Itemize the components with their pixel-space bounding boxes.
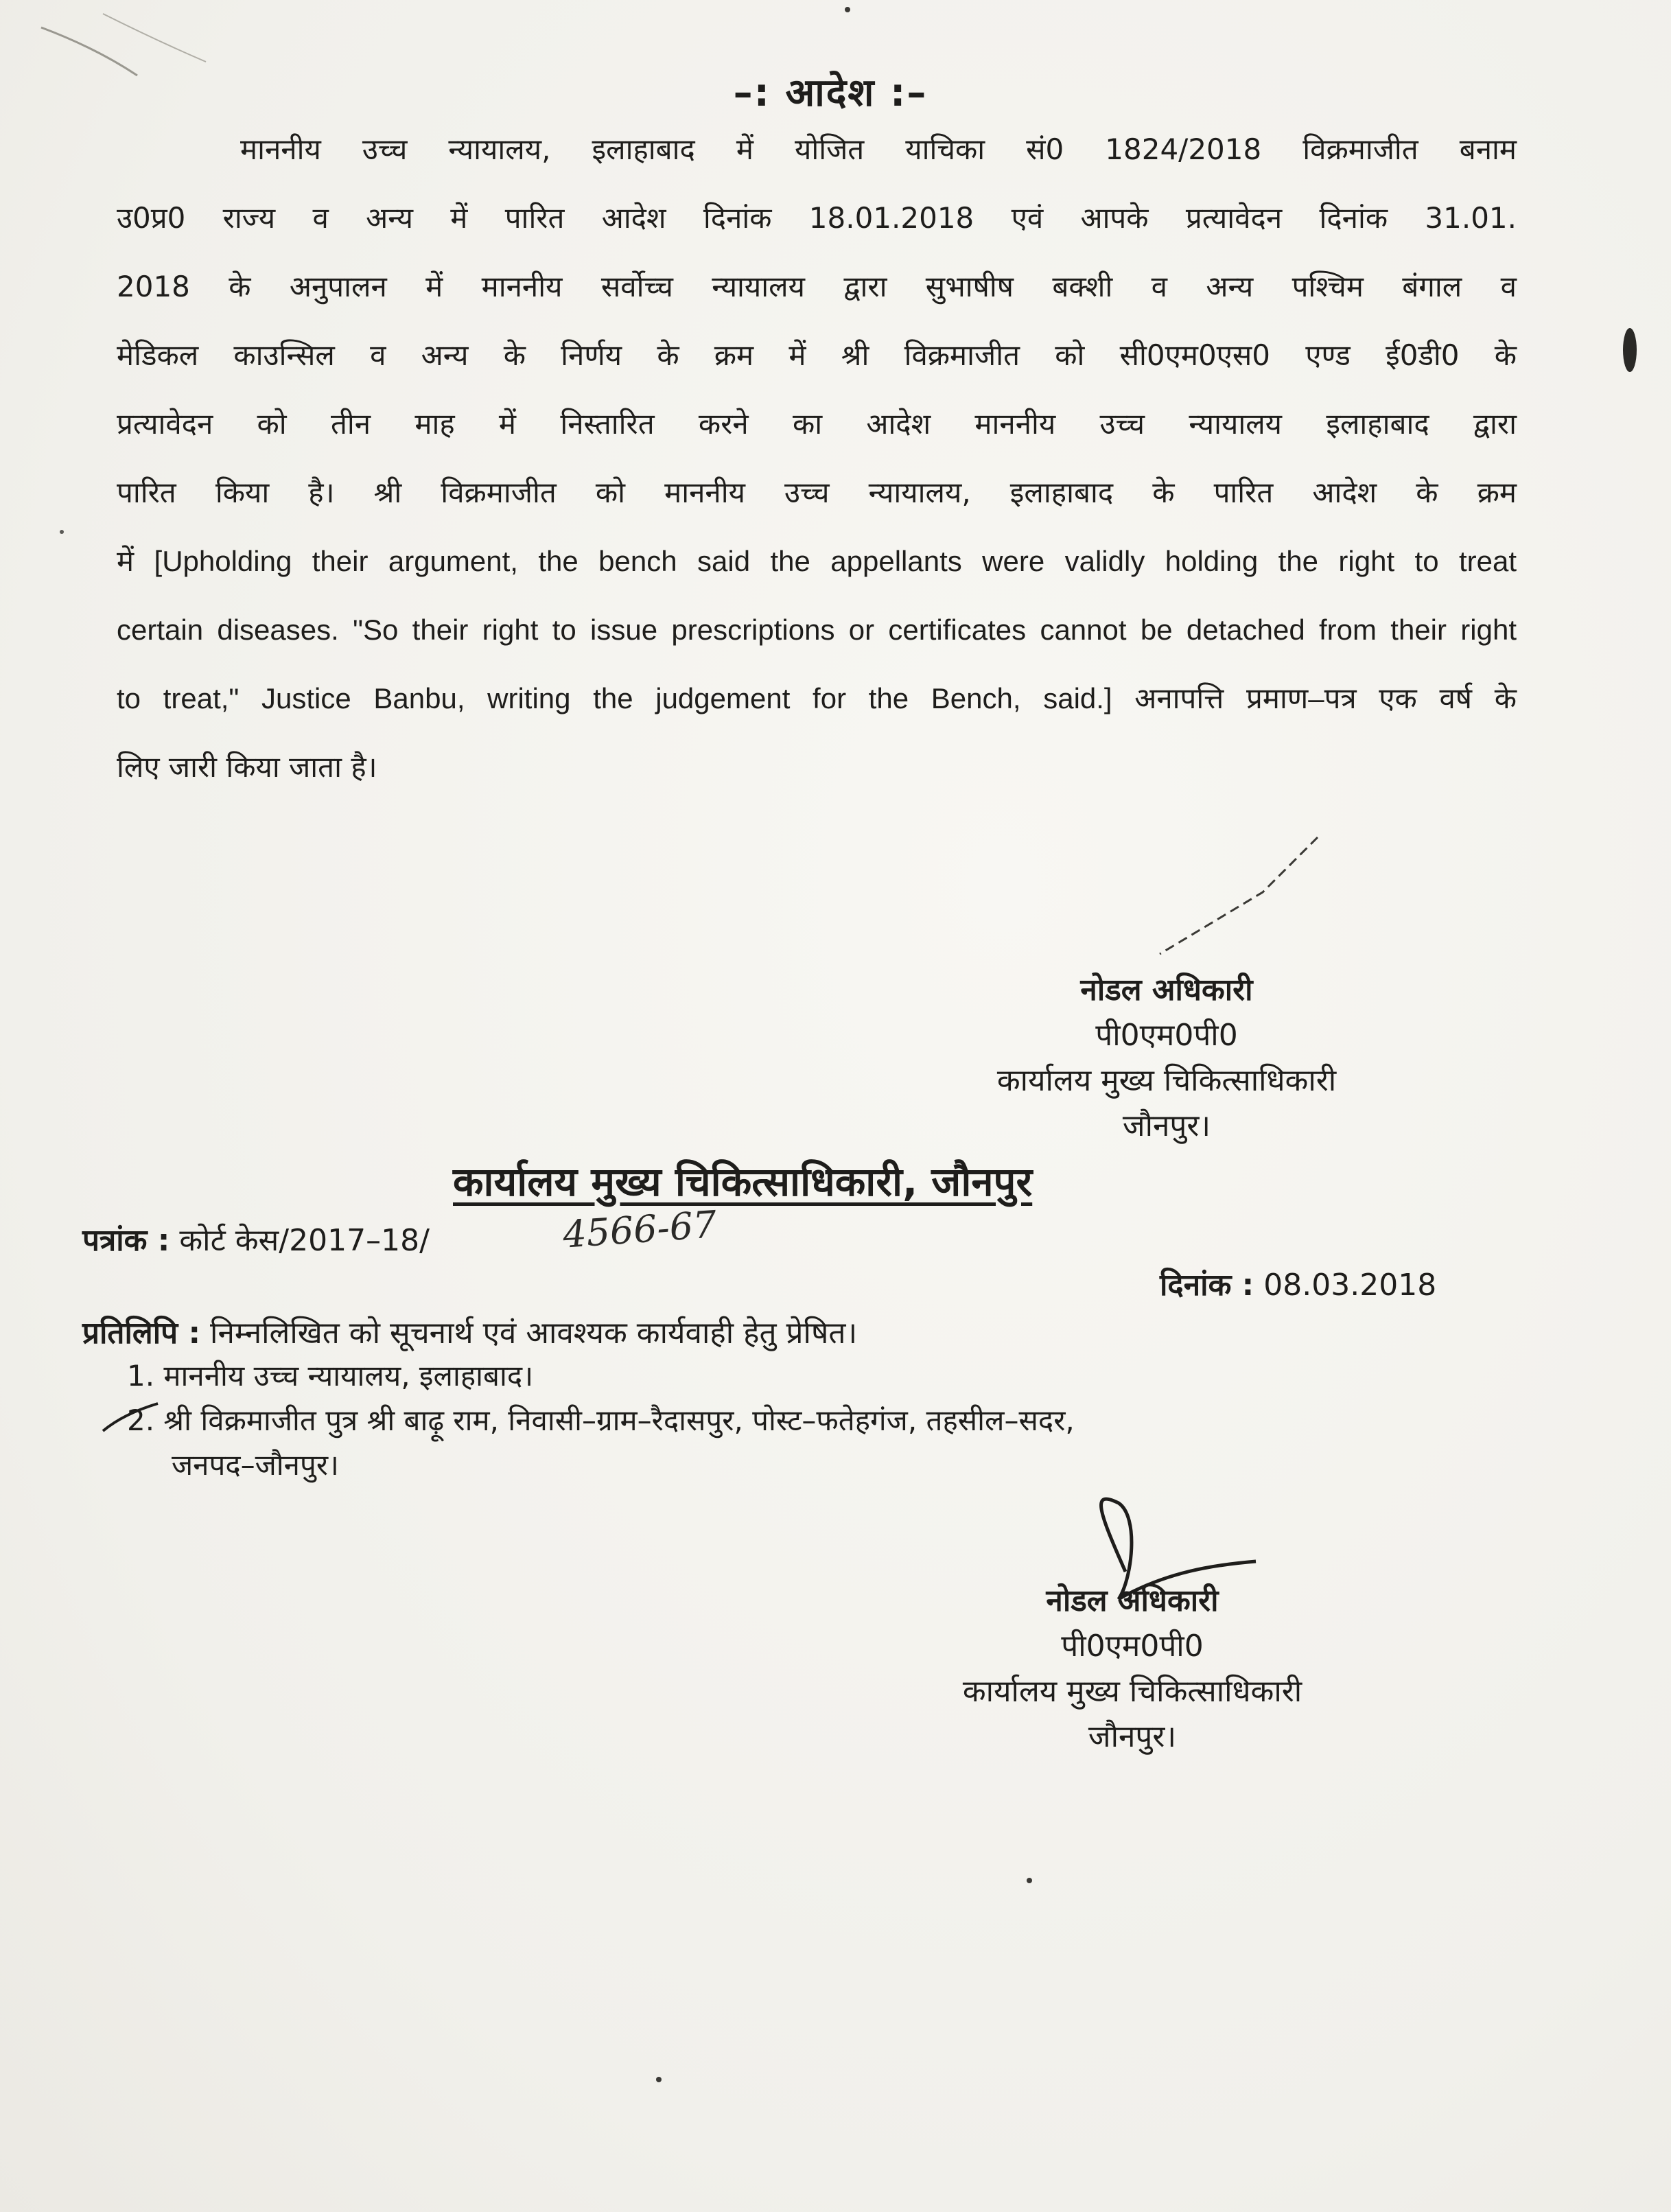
date-value: 08.03.2018	[1263, 1268, 1437, 1303]
reference-number	[82, 1218, 430, 1259]
order-line: में [Upholding their argument, the bench said the appellants were validly holding the right to treat	[117, 545, 1517, 577]
order-line: 2018 के अनुपालन में माननीय सर्वोच्च न्यायालय द्वारा सुभाषीष बक्शी व अन्य पश्चिम बंगाल व	[117, 270, 1517, 303]
order-line: उ0प्र0 राज्य व अन्य में पारित आदेश दिनांक 18.01.2018 एवं आपके प्रत्यावेदन दिनांक 31.01.	[117, 201, 1517, 235]
order-line: माननीय उच्च न्यायालय, इलाहाबाद में योजित याचिका सं0 1824/2018 विक्रमाजीत बनाम	[240, 132, 1517, 166]
copy-to-item: जनपद–जौनपुर।	[172, 1448, 339, 1482]
signature-stroke	[1160, 837, 1318, 954]
signature-block-2	[878, 1579, 1386, 1760]
date-label: दिनांक :	[1160, 1268, 1254, 1303]
order-line: पारित किया है। श्री विक्रमाजीत को माननीय उच्च न्यायालय, इलाहाबाद के पारित आदेश के क्रम	[117, 476, 1517, 509]
copy-to-text: निम्नलिखित को सूचनार्थ एवं आवश्यक कार्यवाही हेतु प्रेषित।	[210, 1316, 858, 1351]
speck	[60, 530, 64, 534]
order-line: certain diseases. "So their right to issue prescriptions or certificates cannot be detached from their right	[117, 614, 1517, 646]
speck	[845, 7, 850, 12]
speck	[656, 2077, 662, 2082]
signatory-place: जौनपुर।	[1088, 1719, 1177, 1754]
reference-label: पत्रांक :	[82, 1223, 170, 1258]
order-line: लिए जारी किया जाता है।	[117, 750, 377, 784]
signatory-scheme: पी0एम0पी0	[1095, 1018, 1238, 1053]
fold-mark	[103, 14, 206, 62]
signatory-place: जौनपुर।	[1122, 1108, 1211, 1143]
signatory-office: कार्यालय मुख्य चिकित्साधिकारी	[996, 1063, 1337, 1098]
reference-value: कोर्ट केस/2017–18/	[179, 1223, 430, 1258]
signatory-designation: नोडल अधिकारी	[1080, 973, 1253, 1008]
signatory-scheme: पी0एम0पी0	[1061, 1629, 1204, 1664]
order-heading: –: आदेश :–	[733, 71, 928, 115]
copy-to-line	[82, 1311, 857, 1352]
handwritten-dispatch-number: 4566-67	[561, 1202, 718, 1257]
signatory-designation: नोडल अधिकारी	[1046, 1583, 1219, 1618]
order-line: मेडिकल काउन्सिल व अन्य के निर्णय के क्रम में श्री विक्रमाजीत को सी0एम0एस0 एण्ड ई0डी0 के	[117, 338, 1517, 372]
signature-block-1	[913, 968, 1421, 1149]
order-line: to treat," Justice Banbu, writing the judgement for the Bench, said.] अनापत्ति प्रमाण–पत्र एक वर्ष के	[117, 682, 1517, 714]
fold-mark	[41, 27, 137, 75]
copy-to-item: 2. श्री विक्रमाजीत पुत्र श्री बाढ़ू राम, निवासी–ग्राम–रैदासपुर, पोस्ट–फतेहगंज, तहसील–सदर,	[127, 1404, 1075, 1437]
copy-to-label: प्रतिलिपि :	[82, 1316, 201, 1351]
speck	[1027, 1878, 1032, 1883]
order-line: प्रत्यावेदन को तीन माह में निस्तारित करने का आदेश माननीय उच्च न्यायालय इलाहाबाद द्वारा	[117, 407, 1517, 441]
document-date	[1160, 1263, 1436, 1304]
signatory-office: कार्यालय मुख्य चिकित्साधिकारी	[962, 1674, 1302, 1709]
edge-blemish	[1623, 328, 1637, 372]
copy-to-item: 1. माननीय उच्च न्यायालय, इलाहाबाद।	[127, 1359, 534, 1393]
office-heading: कार्यालय मुख्य चिकित्साधिकारी, जौनपुर	[453, 1159, 1033, 1205]
